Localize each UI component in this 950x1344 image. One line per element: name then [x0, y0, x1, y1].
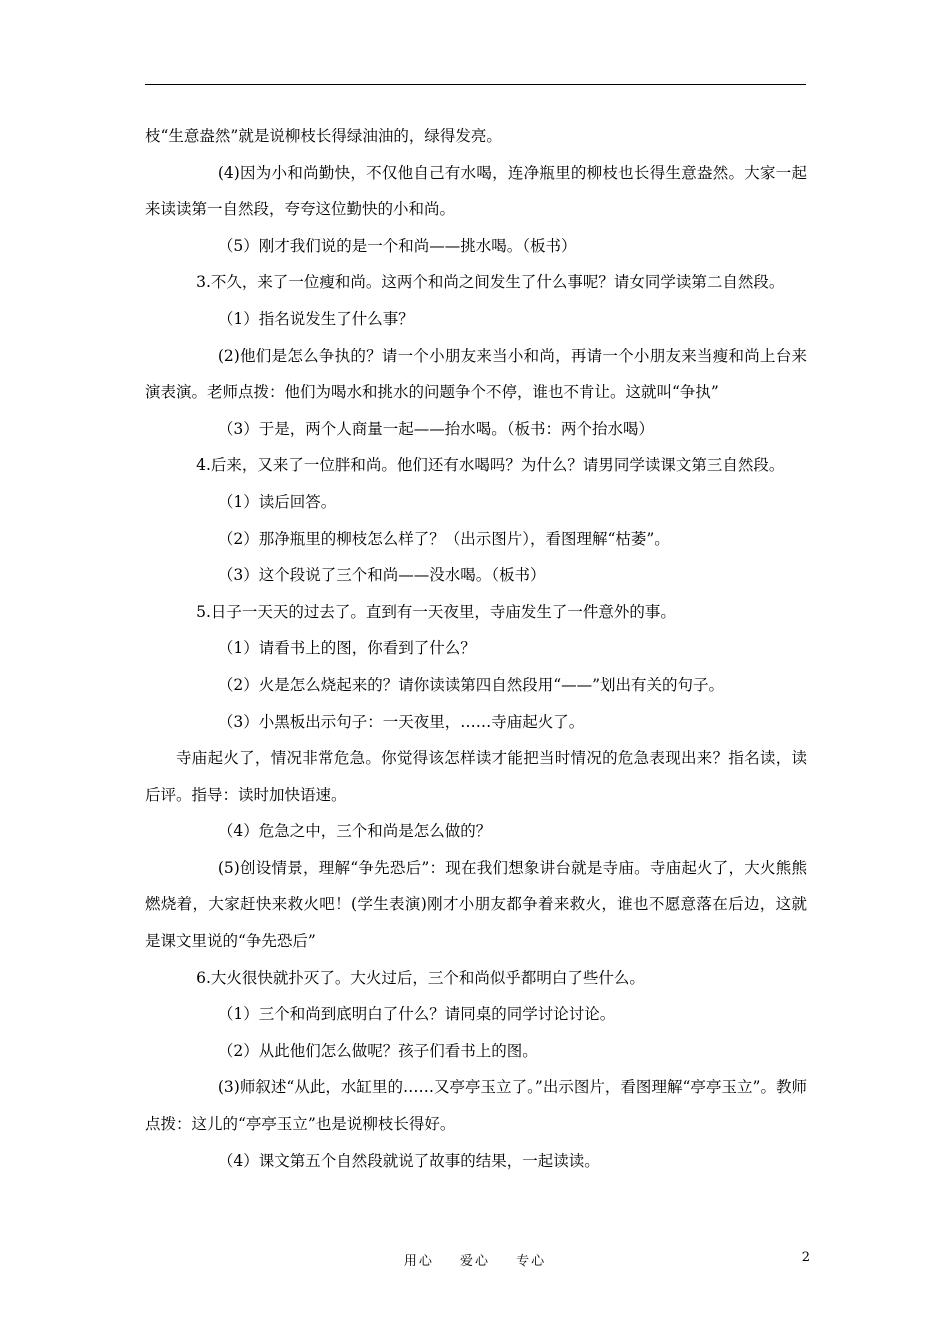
paragraph: （3）这个段说了三个和尚——没水喝。（板书） — [217, 566, 546, 585]
header-rule — [145, 84, 806, 85]
paragraph: （5）刚才我们说的是一个和尚——挑水喝。（板书） — [217, 236, 577, 255]
paragraph: （4）课文第五个自然段就说了故事的结果，一起读读。 — [217, 1151, 600, 1170]
footer-item: 爱心 — [459, 1254, 490, 1269]
paragraph: (5)创设情景，理解“争先恐后”：现在我们想象讲台就是寺庙。寺庙起火了，大火熊熊燃烧着，大家赶快来救火吧！(学生表演)刚才小朋友都争着来救火，谁也不愿意落在后边，这就是课文里说的“争先恐后” — [145, 858, 807, 951]
paragraph: 寺庙起火了，情况非常危急。你觉得该怎样读才能把当时情况的危急表现出来？指名读，读后评。指导：读时加快语速。 — [145, 749, 807, 804]
paragraph: （3）于是，两个人商量一起——抬水喝。（板书：两个抬水喝） — [217, 419, 654, 438]
paragraph: （1）请看书上的图，你看到了什么？ — [217, 639, 476, 658]
paragraph: （2）那净瓶里的柳枝怎么样了？（出示图片），看图理解“枯萎”。 — [217, 529, 670, 548]
paragraph: (3)师叙述“从此，水缸里的……又亭亭玉立了。”出示图片，看图理解“亭亭玉立”。教师点拨：这儿的“亭亭玉立”也是说柳枝长得好。 — [145, 1078, 807, 1134]
page-number: 2 — [801, 1250, 810, 1265]
footer-item: 用心 — [403, 1254, 434, 1269]
paragraph: 6.大火很快就扑灭了。大火过后，三个和尚似乎都明白了些什么。 — [196, 968, 645, 987]
document-body — [145, 118, 807, 1179]
paragraph: 3.不久，来了一位瘦和尚。这两个和尚之间发生了什么事呢？请女同学读第二自然段。 — [196, 273, 785, 292]
paragraph: （2）从此他们怎么做呢？孩子们看书上的图。 — [217, 1041, 538, 1060]
paragraph: 5.日子一天天的过去了。直到有一天夜里，寺庙发生了一件意外的事。 — [196, 602, 676, 621]
paragraph: （1）读后回答。 — [217, 492, 337, 511]
paragraph: （3）小黑板出示句子：一天夜里，……寺庙起火了。 — [217, 712, 585, 731]
paragraph: （2）火是怎么烧起来的？请你读读第四自然段用“——”划出有关的句子。 — [217, 675, 725, 694]
paragraph: 4.后来，又来了一位胖和尚。他们还有水喝吗？为什么？请男同学读课文第三自然段。 — [196, 456, 785, 475]
paragraph: （4）危急之中，三个和尚是怎么做的？ — [217, 822, 492, 841]
paragraph: （1）指名说发生了什么事？ — [217, 309, 414, 328]
paragraph: （1）三个和尚到底明白了什么？请同桌的同学讨论讨论。 — [217, 1005, 616, 1024]
paragraph: 枝“生意盎然”就是说柳枝长得绿油油的，绿得发亮。 — [145, 127, 502, 145]
footer-item: 专心 — [516, 1254, 547, 1269]
paragraph: (4)因为小和尚勤快，不仅他自己有水喝，连净瓶里的柳枝也长得生意盎然。大家一起来读读第一自然段，夸夸这位勤快的小和尚。 — [145, 163, 807, 219]
paragraph: (2)他们是怎么争执的？请一个小朋友来当小和尚，再请一个小朋友来当瘦和尚上台来演表演。老师点拨：他们为喝水和挑水的问题争个不停，谁也不肯让。这就叫“争执” — [145, 346, 807, 402]
